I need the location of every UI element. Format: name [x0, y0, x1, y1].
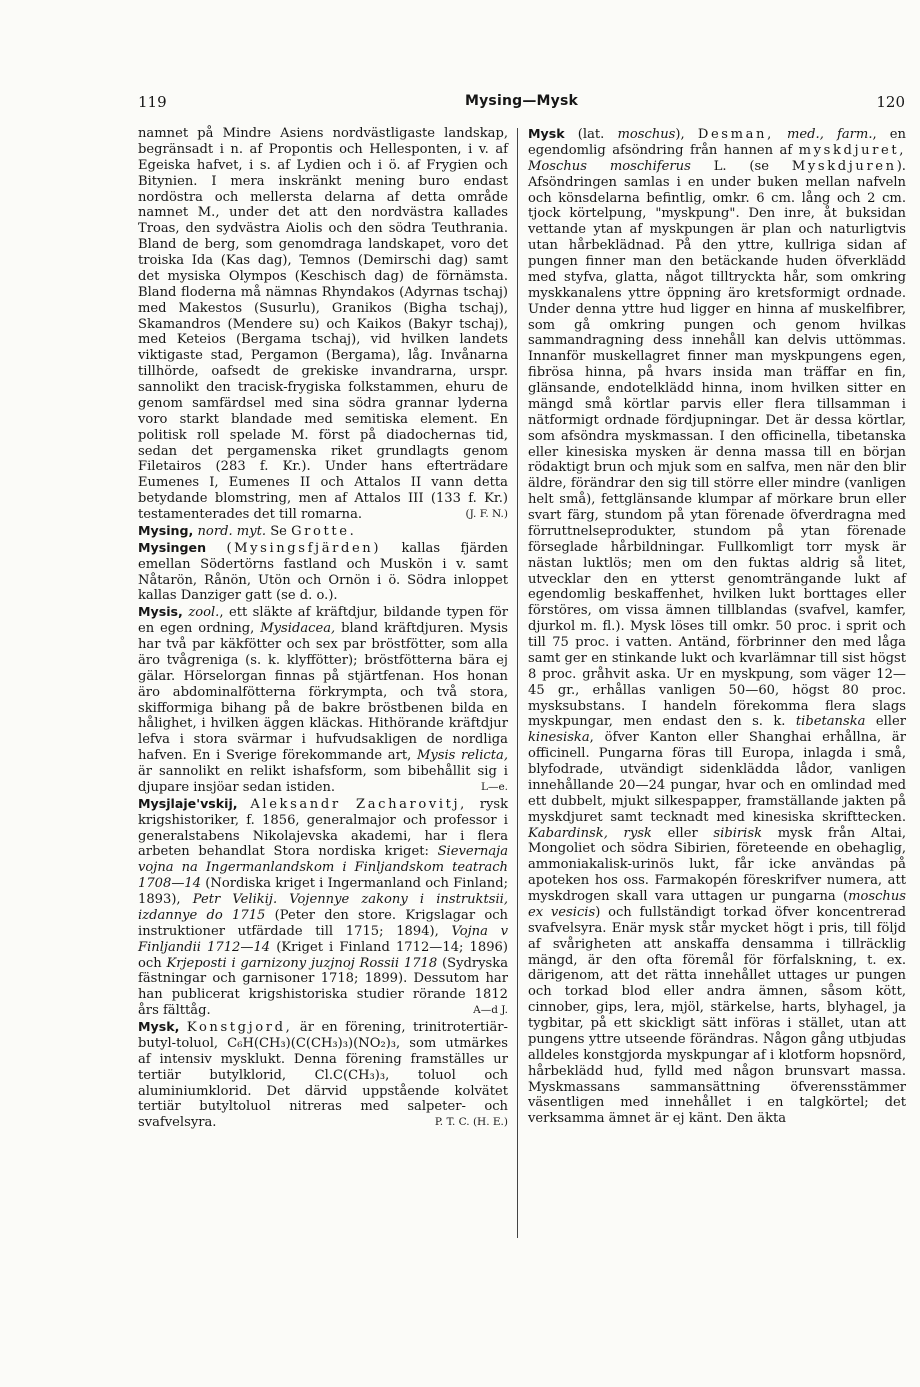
right-column — [528, 126, 906, 1127]
running-head: Mysing—Mysk — [464, 93, 579, 109]
headword: Mysjlaje'vskij, — [138, 795, 238, 811]
entry-mysjlajevskij: Mysjlaje'vskij, Aleksandr Zacharovitj, rysk krigshistoriker, f. 1856, generalmajor och professor i generalstabens Nikolajevska akademi, har i flera arbeten behandlat Stora nordiska kriget: Sievernaja vojna na Ingermanlandskom i Finljandskom teatrach 1708—14 (Nordiska kriget i Ingermanland och Finland; 1893), Petr Velikij. Vojennye zakony i instruktsii, izdannye do 1715 (Peter den store. Krigslagar och instruktioner utfärdade till 1715; 1894), Vojna v Finljandii 1712—14 (Kriget i Finland 1712—14; 1896) och Krjeposti i garnizony juzjnoj Rossii 1718 (Sydryska fästningar och garnisoner 1718; 1899). Dessutom har han publicerat krigshistoriska studier rörande 1812 års fälttåg. A—d J. — [138, 795, 509, 1019]
entry-mysingen: Mysingen (Mysingsfjärden) kallas fjärden emellan Södertörns fastland och Muskön i v. samt Nåtarön, Rånön, Utön och Ornön i ö. Södra inloppet kallas Danziger gatt (se d. o.). — [138, 539, 508, 604]
entry-mysis: Mysis, zool., ett släkte af kräftdjur, bildande typen för en egen ordning, Mysidacea, bland kräftdjuren. Mysis har två par käkfötter och sex par bröstfötter, som alla äro tvågreniga (s. k. klyffötter); bröstfötterna bära ej gälar. Hörselorgan finnas på stjärtfenan. Hos honan äro abdominalfötterna förkrympta, och två stora, skifformiga bihang på de bakre bröstbenen bilda en hålighet, i hvilken äggen kläckas. Hithörande kräftdjur lefva i stora svärmar i hufvudsakligen de nordliga hafven. En i Sverige förekommande art, Mysis relicta, är sannolikt en relikt ishafsform, som bibehållit sig i djupare insjöar sedan istiden. L—e. — [138, 604, 508, 795]
cross-reference: Myskdjuren — [791, 158, 897, 174]
entry-mysk: Mysk (lat. moschus), Desman, med., farm., en egendomlig afsöndring från hannen af myskdjuret, Moschus moschiferus L. (se Myskdjuren). Afsöndringen samlas i en under buken mellan nafveln och könsdelarna befintlig, omkr. 6 cm. lång och 2 cm. tjock körtelpung, "myskpung". Den inre, åt buksidan vettande ytan af myskpungen är plan och naturligtvis utan hårbeklädnad. På den yttre, kullriga sidan af pungen finner man den betäckande huden öfverklädd med styfva, glatta, något tilltryckta hår, som omkring myskkanalens yttre öppning äro kretsformigt ordnade. Under denna yttre hud ligger en hinna af muskelfibrer, som gå omkring pungen och genom hvilkas sammandragning dess innehåll kan delvis uttömmas. Innanför muskellagret finner man myskpungens egen, fibrösa hinna, på hvars insida man träffar en fin, glänsande, endotelklädd hinna, inom hvilken sitter en mängd små körtlar parvis eller flera tillsamman i nätformigt ordnade fördjupningar. Det är dessa körtlar, som afsöndra myskmassan. I den officinella, tibetanska eller kinesiska mysken är denna massa till en början rödaktigt brun och mjuk som en salfva, men när den blir äldre, förändrar den sig till större eller mindre (vanligen helt små), fettglänsande klumpar af mörkare brun eller svart färg, stundom på ytan förenade öfverdragna med förruttnelseprodukter, stundom på ytan förenade förseglade hårbildningar. Fullkomligt torr mysk är nästan luktlös; men om den fuktas aldrig så litet, utvecklar den en ytterst genomträngande lukt af egendomlig beskaffenhet, hvilken lukt borttages eller förstöres, om vissa ämnen tillblandas (svafvel, kamfer, djurkol m. fl.). Mysk löses till omkr. 50 proc. i sprit och till 75 proc. i vatten. Antänd, förbrinner den med låga samt ger en stinkande lukt och kvarlämnar till sist högst 8 proc. gråhvit aska. Ur en myskpung, som väger 12—45 gr., erhållas vanligen 50—60, högst 80 proc. mysksubstans. I handeln förekomma flera slags myskpungar, men endast den s. k. tibetanska eller kinesiska, öfver Kanton eller Shanghai erhållna, är officinell. Pungarna föras till Europa, inlagda i små, blyfodrade, utvändigt sidenklädda lådor, vanligen innehållande 20—24 pungar, hvar och en omlindad med ett dubbelt, mjukt silkespapper, framställande jakten på myskdjuret samt tecknadt med kinesiska skrifttecken. Kabardinsk, rysk eller sibirisk mysk från Altai, Mongoliet och södra Sibirien, företeende en obehaglig, ammoniakalisk-urinös lukt, får icke användas på apoteken hos oss. Farmakopén föreskrifver numera, att myskdrogen skall vara uttagen ur pungarna (moschus ex vesicis) och fullständigt torkad öfver koncentrerad svafvelsyra. Enär mysk står mycket högt i pris, till följd af svårigheten att anskaffa densamma i tillräcklig mängd, är den ofta föremål för förfalskning, t. ex. därigenom, att det rätta innehållet uttages ur pungen och torkad blod eller andra ämnen, såsom kött, cinnober, gips, lera, mjöl, stärkelse, harts, blyhagel, ja tygbitar, på ett skickligt sätt införas i stället, utan att pungens yttre utseende förändras. Någon gång utbjudas alldeles konstgjorda myskpungar af i klotform hopsnörd, hårbeklädd hud, fylld med någon brunsvart massa. Myskmassans sammansättning öfverensstämmer väsentligen med innehållet i en talgkörtel; det verksamma ämnet är ej känt. Den äkta — [528, 126, 906, 1127]
author-signature: (J. F. N.) — [465, 508, 508, 520]
author-signature: P. T. C. (H. E.) — [434, 1116, 508, 1129]
column-divider — [517, 128, 518, 1238]
headword: Mysing, — [138, 522, 194, 538]
entry-mysing: Mysing, nord. myt. Se Grotte. — [138, 522, 354, 539]
page-header — [138, 93, 905, 117]
entry-mysk-konstgjord: Mysk, Konstgjord, är en förening, trinitrotertiär-butyl-toluol, C₆H(CH₃)(C(CH₃)₃)(NO₂)₃, som utmärkes af intensiv mysklukt. Denna förening framställes ur tertiär butylklorid, Cl.C(CH₃)₃, toluol och aluminiumklorid. Det därvid uppstående kolvätet tertiär butyltoluol nitreras med salpeter- och svafvelsyra. P. T. C. (H. E.) — [138, 1019, 508, 1131]
headword: Mysk, — [138, 1019, 180, 1034]
page-number-right: 120 — [876, 93, 905, 111]
entry-mysien-continuation: namnet på Mindre Asiens nordvästligaste landskap, begränsadt i n. af Propontis och Hellesponten, i v. af Egeiska hafvet, i s. af Lydien och i ö. af Frygien och Bitynien. I mera inskränkt mening buro endast nordöstra och mellersta delarna af detta område namnet M., under det att den nordvästra kallades Troas, den sydvästra Aiolis och den södra Teuthrania. Bland de berg, som genomdraga landskapet, voro det troiska Ida (Kas dag), Temnos (Demirschi dag) samt det mysiska Olympos (Keschisch dag) de förnämsta. Bland floderna må nämnas Rhyndakos (Adyrnas tschaj) med Makestos (Susurlu), Granikos (Bigha tschaj), Skamandros (Mendere su) och Kaikos (Bakyr tschaj), med Keteios (Bergama tschaj), vid hvilken landets viktigaste stad, Pergamon (Bergama), låg. Invånarna tillhörde, oafsedt de grekiske invandrarna, urspr. sannolikt den tracisk-frygiska folkstammen, ehuru de genom samfärdsel med sina södra grannar lyderna voro starkt blandade med semitiska element. En politisk roll spelade M. först på diadochernas tid, sedan det pergamenska riket grundlagts genom Filetairos (283 f. Kr.). Under hans efterträdare Eumenes I, Eumenes II och Attalos II vann detta betydande blomstring, men af Attalos III (133 f. Kr.) testamenterades det till romarna. (J. F. N.) — [138, 126, 508, 522]
left-column — [138, 126, 508, 1131]
headword: Mysingen — [138, 539, 207, 555]
page-number-left: 119 — [138, 93, 167, 111]
author-signature: A—d J. — [473, 1004, 508, 1017]
cross-reference: Grotte — [291, 523, 350, 539]
headword: Mysis, — [138, 604, 183, 620]
headword: Mysk — [528, 126, 565, 141]
author-signature: L—e. — [480, 780, 508, 793]
